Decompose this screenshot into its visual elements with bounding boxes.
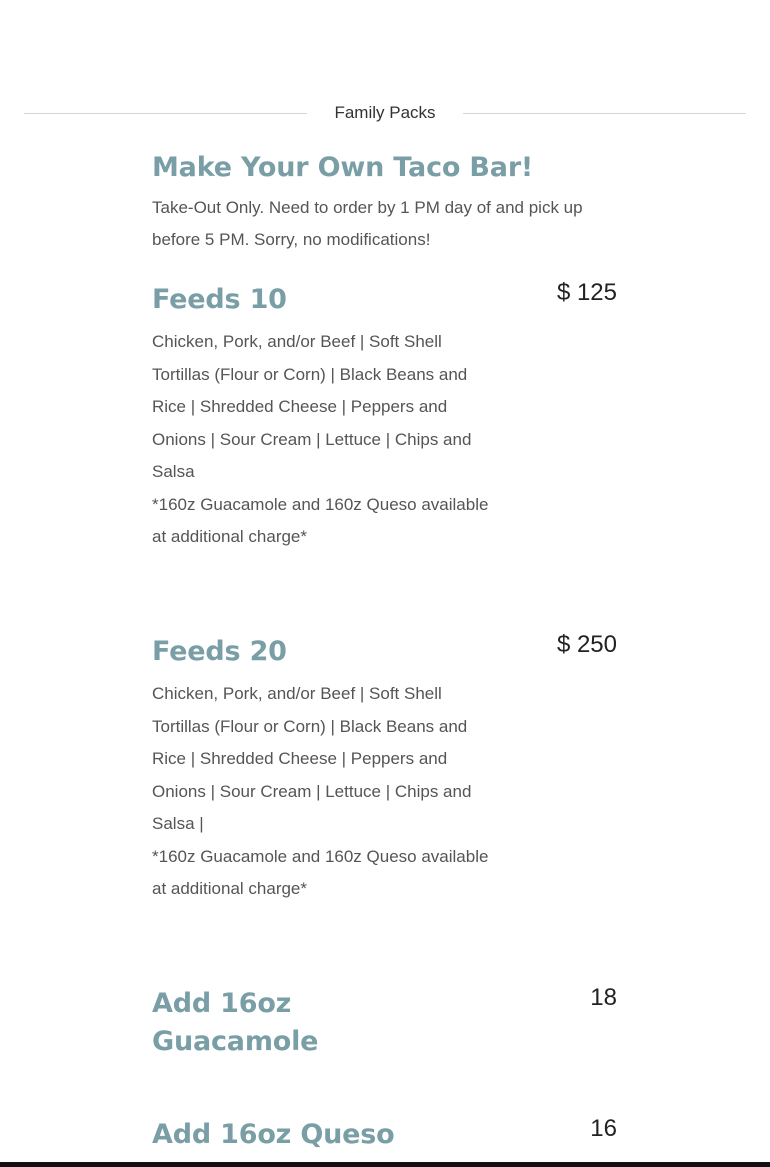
menu-item-description xyxy=(152,326,492,554)
menu-item-note: *160z Guacamole and 160z Queso available at additional charge* xyxy=(152,846,489,898)
divider-line-right xyxy=(463,113,746,114)
menu-item-price: $ 125 xyxy=(556,279,617,306)
menu-item-name: Add 16oz Queso xyxy=(152,1119,395,1150)
menu-item-description xyxy=(152,678,492,906)
section-title: Family Packs xyxy=(334,103,436,122)
menu-item-name: Add 16oz Guacamole xyxy=(152,988,319,1057)
menu-item-name: Feeds 10 xyxy=(152,284,287,315)
menu-item-price: $ 250 xyxy=(556,631,617,658)
divider-line-left xyxy=(24,113,307,114)
menu-item-name: Feeds 20 xyxy=(152,636,287,667)
section-header xyxy=(24,98,746,128)
intro-description: Take-Out Only. Need to order by 1 PM day of and pick up before 5 PM. Sorry, no modifications! xyxy=(152,198,583,249)
intro-title: Make Your Own Taco Bar! xyxy=(152,152,534,183)
menu-item-note: *160z Guacamole and 160z Queso available at additional charge* xyxy=(152,494,489,546)
menu-item-price: 18 xyxy=(590,984,617,1011)
menu-item-description-text: Chicken, Pork, and/or Beef | Soft Shell Tortillas (Flour or Corn) | Black Beans and Rice | Shredded Cheese | Peppers and Onions | Sour Cream | Lettuce | Chips and Salsa | xyxy=(152,684,472,833)
menu-item-description-text: Chicken, Pork, and/or Beef | Soft Shell Tortillas (Flour or Corn) | Black Beans and Rice | Shredded Cheese | Peppers and Onions | Sour Cream | Lettuce | Chips and Salsa xyxy=(152,332,472,481)
menu-item-price: 16 xyxy=(590,1115,617,1142)
bottom-bar xyxy=(0,1162,770,1167)
